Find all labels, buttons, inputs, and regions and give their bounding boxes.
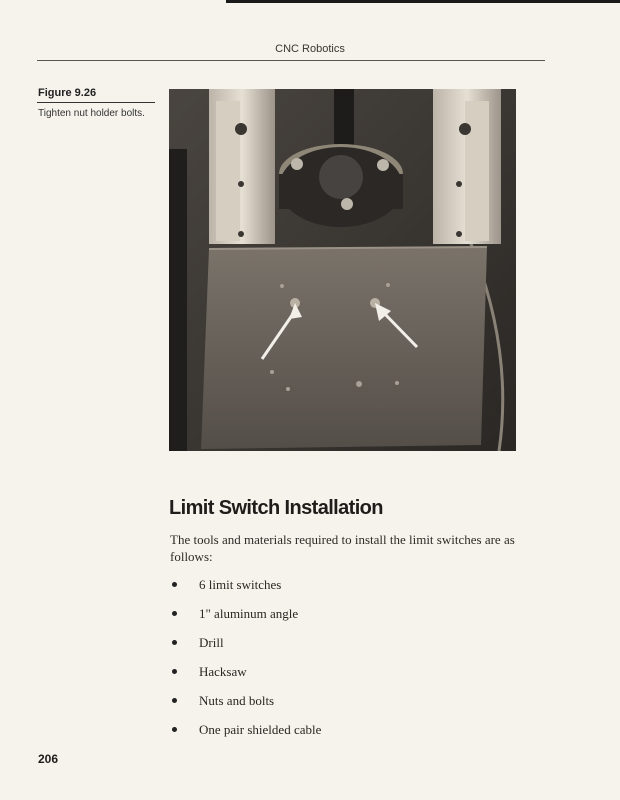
list-item-text: Drill [199,635,224,650]
figure-photo [169,89,516,451]
header-divider [37,60,545,61]
list-item-text: One pair shielded cable [199,722,322,737]
section-heading: Limit Switch Installation [169,497,383,519]
top-rule [226,0,620,3]
bullet-icon [172,669,177,674]
bullet-icon [172,727,177,732]
list-item-text: Nuts and bolts [199,693,275,708]
list-item-text: Hacksaw [199,664,247,679]
figure-caption: Tighten nut holder bolts. [38,108,145,119]
bullet-icon [172,582,177,587]
figure-label-divider [37,102,155,103]
running-header: CNC Robotics [275,43,345,55]
bullet-icon [172,640,177,645]
bullet-icon [172,611,177,616]
figure-label: Figure 9.26 [38,87,97,99]
list-item-text: 6 limit switches [199,577,282,592]
bullet-icon [172,698,177,703]
page-number: 206 [38,752,59,766]
cnc-nut-holder-photo-icon [169,89,516,451]
intro-paragraph: The tools and materials required to install the limit switches are as follows: [170,532,515,564]
list-item-text: 1" aluminum angle [199,606,299,621]
